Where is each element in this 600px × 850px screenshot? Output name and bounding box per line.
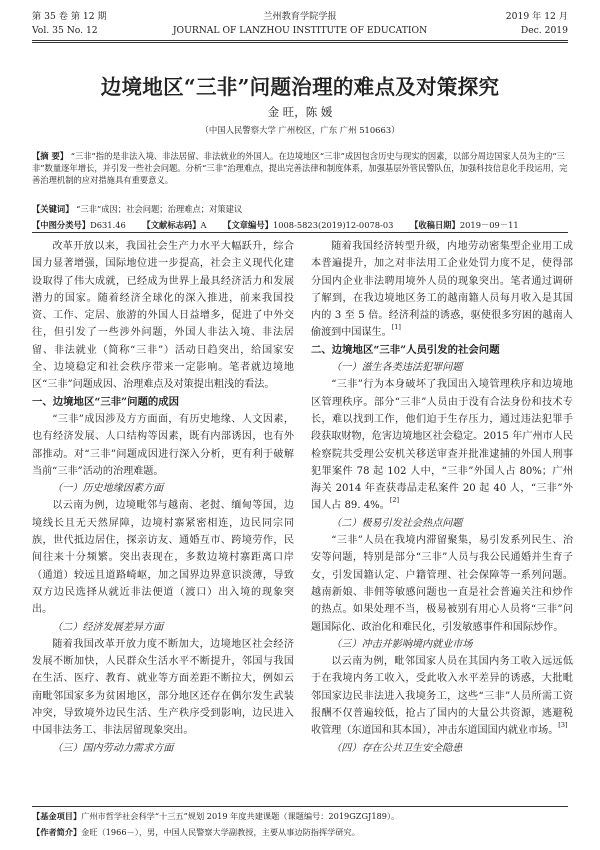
subsection-2-3: （三）冲击并影响境内就业市场 <box>331 638 473 650</box>
abstract <box>32 150 568 202</box>
right-column <box>311 238 573 803</box>
fund-note: 【基金项目】广州市哲学社会科学“十三五”规划 2019 年度共建课题（课题编号：2019GZGJ189）。 <box>32 811 400 821</box>
intro-paragraph: 改革开放以来，我国社会生产力水平大幅跃升，综合国力显著增强，国际地位进一步提高，社会主义现代化建设取得了伟大成就，已经成为世界上最具经济活力和发展潜力的国家。随着经济全球化的深入推进，前来我国投资、工作、定居、旅游的外国人日益增多，促进了中外交往，但引发了一些涉外问题，外国人非法入境、非法居留、非法就业（简称“三非”）活动日趋突出，给国家安全、边境稳定和社会秩序带来一定影响。笔者就边境地区“三非”问题成因、治理难点及对策提出粗浅的看法。 <box>32 241 294 391</box>
abstract-rule <box>32 232 568 233</box>
volume-cn: 第 35 卷 第 12 期 <box>32 11 107 22</box>
abstract-text: “三非”指的是非法入境、非法居留、非法就业的外国人。在边境地区“三非”成因包含历史与现实的因素，以部分周边国家人员为主的“三非”数量逐年增长，并引发一些社会问题。分析“三非”治理难点，提出完善法律和制度体系，加强基层外管民警队伍，加强科技信息化手段运用，完善治理机制的应对措施具有重要意义。 <box>32 151 568 186</box>
clc-number: 【中图分类号】D631.46 <box>32 220 126 230</box>
subsection-1-1: （一）历史地缘因素方面 <box>52 483 164 495</box>
citation-3: [3] <box>558 721 568 730</box>
subsection-2-4: （四）存在公共卫生安全隐患 <box>331 742 463 754</box>
paragraph-hotspot: “三非”人员在我境内滞留聚集，易引发系列民生、治安等问题，特别是部分“三非”人员与我公民通婚并生育子女，引发国籍认定、户籍管理、社会保障等一系列问题。越南新娘、非佣等敏感问题也一直是社会普遍关注和炒作的热点。如果处理不当，极易被别有用心人员将“三非”问题国际化、政治化和难民化，引发敏感事件和国际炒作。 <box>311 535 573 633</box>
article-id: 【文章编号】1008-5823(2019)12-0078-03 <box>223 220 394 230</box>
date-cn: 2019 年 12 月 <box>505 11 568 22</box>
keywords <box>32 203 568 215</box>
section-heading-1: 一、边境地区“三非”问题的成因 <box>32 395 180 408</box>
header-rule-thin <box>32 42 568 43</box>
citation-1: [1] <box>391 323 401 332</box>
subsection-1-2: （二）经济发展差异方面 <box>52 621 164 633</box>
paragraph-history: 以云南为例，边境毗邻与越南、老挝、缅甸等国，边境线长且无天然屏障，边境村寨紧密相连，边民同宗同族，世代抵边居住，探亲访友、通婚互市、跨境劳作，民间往来十分频繁。突出表现在，多数边境村寨距离口岸（通道）较远且道路崎岖，加之国界边界意识淡薄，导致双方边民选择从就近非法便道（渡口）出入境的现象突出。 <box>32 500 294 616</box>
header-rule <box>32 40 568 41</box>
authors: 金 旺，陈 媛 <box>267 105 333 119</box>
keywords-label: 【关键词】 <box>32 204 74 214</box>
section-heading-2: 二、边境地区“三非”人员引发的社会问题 <box>311 343 500 356</box>
abstract-label: 【摘 要】 <box>32 151 69 161</box>
subsection-1-3: （三）国内劳动力需求方面 <box>52 742 174 754</box>
paragraph-crime: “三非”行为本身破坏了我国出入境管理秩序和边境地区管理秩序。部分“三非”人员由于没有合法身份和技术专长，难以找到工作，他们迫于生存压力，通过违法犯罪手段获取财物，危害边境地区社会稳定。2015 年广州市人民检察院共受理公安机关移送审查并批准逮捕的外国人刑事犯罪案件 78 起 102 人中，“三非”外国人占 80%；广州海关 2014 年查获毒品走私案件 20 起 40 人，“三非”外国人占 89. 4%。[2] <box>311 379 573 512</box>
article-identifiers <box>32 219 568 231</box>
received-date: 【收稿日期】2019－09－11 <box>410 220 519 230</box>
left-column <box>32 238 294 803</box>
journal-name-en: JOURNAL OF LANZHOU INSTITUTE OF EDUCATION <box>172 25 428 36</box>
author-note: 【作者简介】金旺（1966－），男，中国人民警察大学副教授，主要从事边防指挥学研究。 <box>32 827 360 837</box>
article-title: 边境地区“三非”问题治理的难点及对策探究 <box>100 75 500 99</box>
section-1-intro: “三非”成因涉及方方面面，有历史地缘、人文因素，也有经济发展、人口结构等因素，既有内部诱因，也有外部推动。对“三非”问题成因进行深入分析，更有利于破解当前“三非”活动的治理难题。 <box>32 413 294 477</box>
paragraph-economy: 随着我国改革开放力度不断加大，边境地区社会经济发展不断加快，人民群众生活水平不断提升，邻国与我国在生活、医疗、教育、就业等方面差距不断拉大，例如云南毗邻国家多为贫困地区，部分地区还存在偶尔发生武装冲突，导致境外边民生活、生产秩序受到影响，边民进入中国非法务工、非法居留现象突出。 <box>32 638 294 737</box>
subsection-2-2: （二）极易引发社会热点问题 <box>331 517 463 529</box>
citation-2: [2] <box>389 496 400 505</box>
date-en: Dec. 2019 <box>520 25 568 36</box>
paragraph-employment: 以云南为例，毗邻国家人员在其国内务工收入远远低于在我境内务工收入，受此收入水平差异的诱惑，大批毗邻国家边民非法进入我境务工，这些“三非”人员所需工资报酬不仅普遍较低，抢占了国内的大量公共资源，逃避税收管理（东道国和其本国），冲击东道国国内就业市场。[3] <box>311 656 573 737</box>
paragraph-labor: 随着我国经济转型升级，内地劳动密集型企业用工成本普遍提升，加之对非法用工企业处罚力度不足，使得部分国内企业非法聘用境外人员的现象突出。笔者通过调研了解到，在我边境地区务工的越南籍人员每月收入是其国内的 3 至 5 倍。经济利益的诱惑，驱使很多穷困的越南人偷渡到中国谋生。[1] <box>311 241 573 339</box>
subsection-2-1: （一）滋生各类违法犯罪问题 <box>331 362 463 374</box>
document-code: 【文献标志码】A <box>142 220 207 230</box>
footnote-rule <box>32 806 568 807</box>
keywords-text: “三非”成因；社会问题；治理难点；对策建议 <box>76 204 243 214</box>
affiliation: （中国人民警察大学 广州校区，广东 广州 510663） <box>200 125 400 135</box>
volume-en: Vol. 35 No. 12 <box>32 25 98 36</box>
journal-name-cn: 兰州教育学院学报 <box>263 11 337 22</box>
